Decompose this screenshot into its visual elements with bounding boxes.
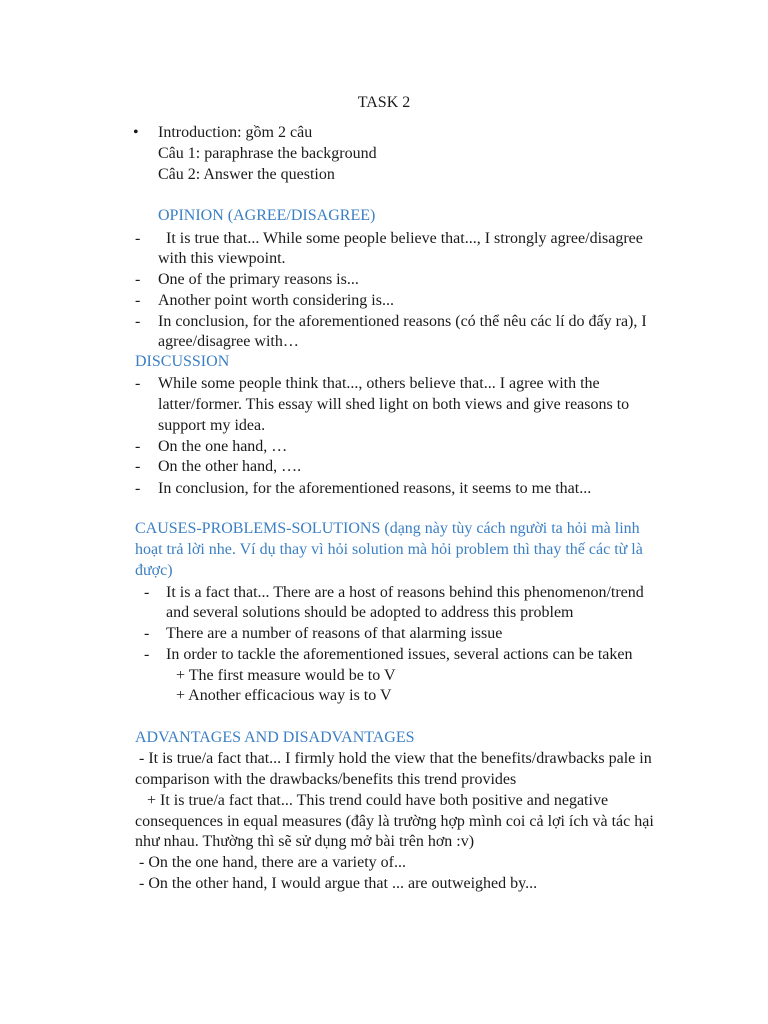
advantages-line: như nhau. Thường thì sẽ sử dụng mở bài trên hơn :v) [135,833,475,850]
discussion-item: While some people think that..., others believe that... I agree with the [158,375,600,392]
section-heading-causes: CAUSES-PROBLEMS-SOLUTIONS (dạng này tùy cách người ta hỏi mà linh [135,520,640,537]
section-heading-causes: hoạt trả lời nhe. Ví dụ thay vì hỏi solution mà hỏi problem thì thay thế các từ là [135,541,643,558]
discussion-item: On the one hand, … [158,438,288,455]
intro-line: Câu 2: Answer the question [158,166,335,183]
opinion-item: It is true that... While some people believe that..., I strongly agree/disagree [158,230,643,247]
causes-sub-item: + Another efficacious way is to V [176,687,392,704]
advantages-line: - On the other hand, I would argue that ... are outweighed by... [135,875,538,892]
list-dash: - [144,646,150,663]
list-dash: - [144,584,150,601]
causes-sub-item: + The first measure would be to V [176,667,396,684]
list-dash: - [144,625,150,642]
intro-line: Câu 1: paraphrase the background [158,145,377,162]
opinion-item: agree/disagree with… [158,333,299,350]
discussion-item: In conclusion, for the aforementioned reasons, it seems to me that... [158,480,592,497]
causes-item: There are a number of reasons of that alarming issue [166,625,503,642]
section-heading-discussion: DISCUSSION [135,353,230,370]
discussion-item: On the other hand, …. [158,458,302,475]
list-dash: - [135,458,141,475]
section-heading-advantages: ADVANTAGES AND DISADVANTAGES [135,729,415,746]
list-dash: - [135,292,141,309]
discussion-item: latter/former. This essay will shed light on both views and give reasons to [158,396,630,413]
intro-line: Introduction: gồm 2 câu [158,124,313,141]
advantages-line: + It is true/a fact that... This trend could have both positive and negative [135,792,609,809]
list-dash: - [135,480,141,497]
list-dash: - [135,271,141,288]
causes-item: It is a fact that... There are a host of reasons behind this phenomenon/trend [166,584,644,601]
advantages-line: consequences in equal measures (đây là trường hợp mình coi cả lợi ích và tác hại [135,813,654,830]
discussion-item: support my idea. [158,417,266,434]
list-dash: - [135,438,141,455]
causes-item: and several solutions should be adopted to address this problem [166,604,574,621]
section-heading-causes: được) [135,562,173,579]
list-dash: - [135,375,141,392]
opinion-item: Another point worth considering is... [158,292,394,309]
opinion-item: One of the primary reasons is... [158,271,359,288]
advantages-line: comparison with the drawbacks/benefits this trend provides [135,771,517,788]
advantages-line: - It is true/a fact that... I firmly hold the view that the benefits/drawbacks pale in [135,750,652,767]
list-dash: - [135,313,141,330]
bullet-marker: • [133,124,139,141]
page-title: TASK 2 [357,94,411,111]
advantages-line: - On the one hand, there are a variety of... [135,854,406,871]
section-heading-opinion: OPINION (AGREE/DISAGREE) [158,207,376,224]
opinion-item: In conclusion, for the aforementioned reasons (có thể nêu các lí do đấy ra), I [158,313,647,330]
causes-item: In order to tackle the aforementioned issues, several actions can be taken [166,646,633,663]
opinion-item: with this viewpoint. [158,250,286,267]
list-dash: - [135,230,141,247]
